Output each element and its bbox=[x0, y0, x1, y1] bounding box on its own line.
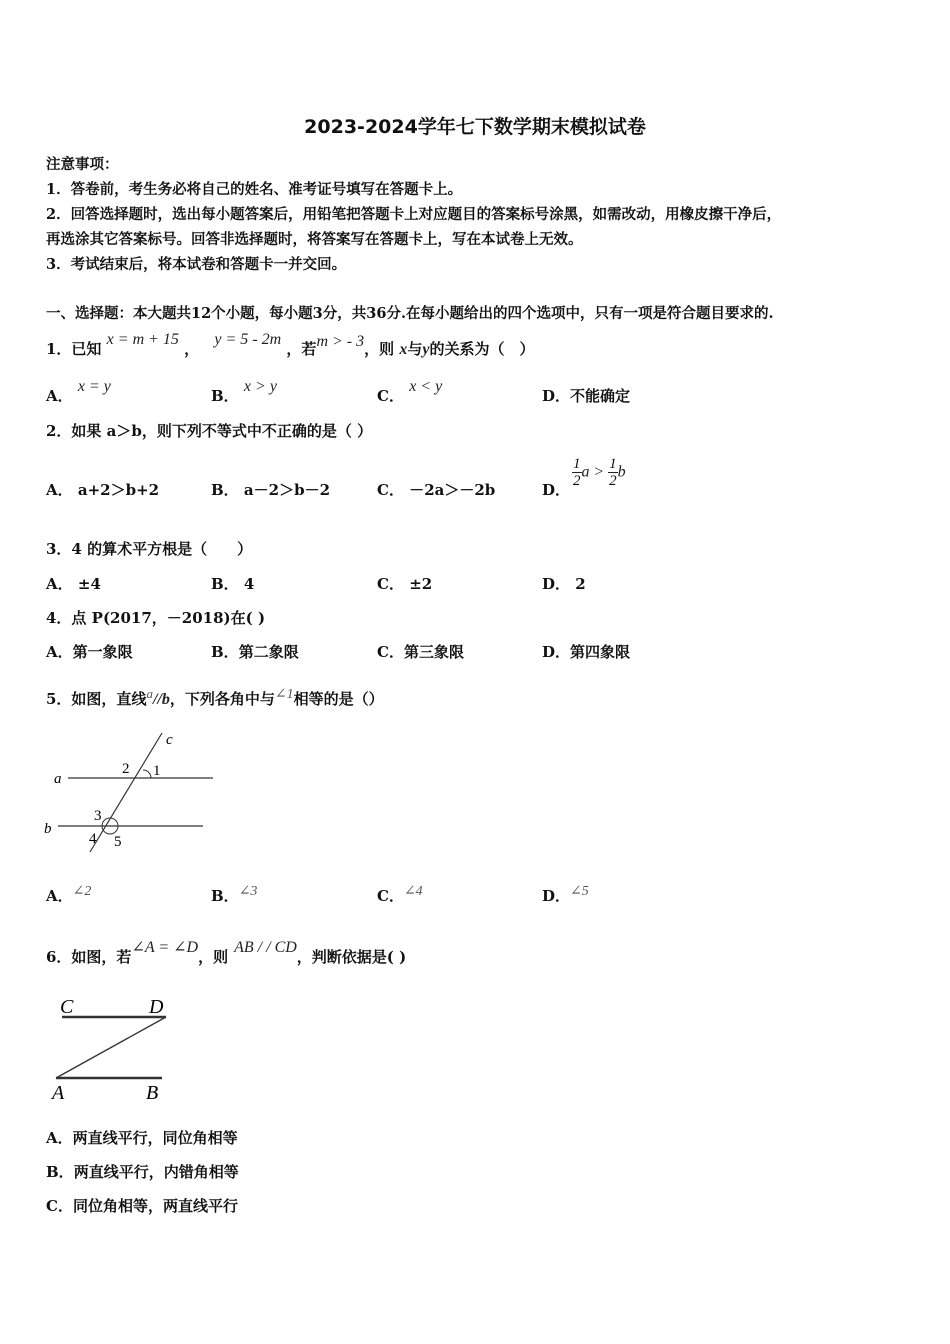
page-title: 2023-2024学年七下数学期末模拟试卷 bbox=[304, 116, 646, 138]
label-a: a bbox=[54, 771, 62, 787]
q1-option-b[interactable]: B． x > y bbox=[211, 378, 277, 405]
q6-option-b[interactable]: B．两直线平行，内错角相等 bbox=[46, 1163, 239, 1181]
q2-option-d-math: $\frac{1}{2}$ a > $\frac{1}{2}$ b bbox=[573, 456, 626, 489]
notice-item: 2．回答选择题时，选出每小题答案后，用铅笔把答题卡上对应题目的答案标号涂黑，如需改动，用橡皮擦干净后， bbox=[46, 206, 782, 223]
q1-prefix: 1．已知 bbox=[46, 340, 102, 358]
notice-item: 1．答卷前，考生务必将自己的姓名、准考证号填写在答题卡上。 bbox=[46, 181, 463, 198]
q3-option-b[interactable]: B． 4 bbox=[211, 575, 255, 593]
fraction: $\frac{1}{2}$ bbox=[609, 456, 617, 489]
q1-option-c-math: x < y bbox=[409, 378, 443, 395]
point-d-label: D bbox=[149, 996, 164, 1018]
q1-sep: ，若 bbox=[286, 340, 317, 358]
q1-condition: m > - 3 bbox=[316, 333, 365, 350]
question-6-stem: 6．如图，若∠A = ∠D，则AB / / CD，判断依据是( ) bbox=[46, 939, 407, 966]
q1-equation-x: x = m + 15 bbox=[106, 331, 179, 348]
segment-ad bbox=[56, 1017, 166, 1078]
q4-option-b[interactable]: B．第二象限 bbox=[211, 643, 299, 661]
point-b-label: B bbox=[146, 1082, 159, 1104]
q1-text: ，则 bbox=[364, 340, 395, 358]
point-c-label: C bbox=[60, 996, 74, 1018]
q1-equation-y: y = 5 - 2m bbox=[214, 331, 282, 348]
q6-option-a[interactable]: A．两直线平行，同位角相等 bbox=[46, 1129, 238, 1147]
q1-option-d[interactable]: D．不能确定 bbox=[542, 387, 631, 405]
q6-conclusion: AB / / CD bbox=[234, 939, 297, 956]
q1-var-x: x bbox=[399, 341, 408, 358]
q3-option-a[interactable]: A． ±4 bbox=[46, 575, 101, 593]
q2-option-c[interactable]: C． －2a＞－2b bbox=[377, 481, 496, 499]
notice-item: 再选涂其它答案标号。回答非选择题时，将答案写在答题卡上，写在本试卷上无效。 bbox=[46, 231, 583, 248]
question-2-stem: 2．如果 a＞b，则下列不等式中不正确的是（ ） bbox=[46, 422, 373, 440]
angle-arc bbox=[143, 770, 151, 778]
q5-angle: ∠1 bbox=[274, 687, 294, 702]
q1-var-y: y bbox=[422, 341, 430, 358]
q4-option-c[interactable]: C．第三象限 bbox=[377, 643, 464, 661]
q5-option-a[interactable]: A．∠2 bbox=[46, 884, 92, 905]
question-3-stem: 3．4 的算术平方根是（ ） bbox=[46, 540, 253, 558]
q5-var-a: a bbox=[146, 686, 153, 701]
point-a-label: A bbox=[52, 1082, 65, 1104]
line-c bbox=[90, 733, 162, 852]
angle-label-2: 2 bbox=[122, 761, 130, 777]
q2-option-d[interactable]: D． bbox=[542, 481, 571, 499]
q6-condition: ∠A = ∠D bbox=[131, 939, 199, 956]
section-heading: 一、选择题：本大题共12个小题，每小题3分，共36分.在每小题给出的四个选项中，只有一项是符合题目要求的. bbox=[46, 305, 774, 322]
notice-heading: 注意事项： bbox=[46, 156, 119, 173]
q6-figure bbox=[46, 992, 186, 1104]
q1-option-b-math: x > y bbox=[243, 378, 277, 395]
label-c: c bbox=[166, 732, 173, 748]
angle-label-4: 4 bbox=[89, 831, 97, 847]
q3-option-c[interactable]: C． ±2 bbox=[377, 575, 433, 593]
angle-label-5: 5 bbox=[114, 834, 122, 850]
q5-option-b[interactable]: B．∠3 bbox=[211, 884, 258, 905]
q5-option-d[interactable]: D．∠5 bbox=[542, 884, 589, 905]
q1-option-a[interactable]: A． x = y bbox=[46, 378, 111, 405]
q4-option-a[interactable]: A．第一象限 bbox=[46, 643, 133, 661]
q5-option-c[interactable]: C．∠4 bbox=[377, 884, 423, 905]
q1-text: 与 bbox=[407, 340, 423, 358]
fraction: $\frac{1}{2}$ bbox=[573, 456, 581, 489]
q2-option-b[interactable]: B． a－2＞b－2 bbox=[211, 481, 331, 499]
angle-label-1: 1 bbox=[153, 763, 161, 779]
q2-option-a[interactable]: A． a+2＞b+2 bbox=[46, 481, 160, 499]
question-1-stem bbox=[46, 331, 535, 359]
notice-item: 3．考试结束后，将本试卷和答题卡一并交回。 bbox=[46, 256, 347, 273]
q1-sep: ， bbox=[184, 340, 200, 358]
q1-text: 的关系为（ ） bbox=[429, 340, 535, 358]
q6-option-c[interactable]: C．同位角相等，两直线平行 bbox=[46, 1197, 238, 1215]
q5-figure-parallel-lines bbox=[40, 728, 230, 858]
q3-option-d[interactable]: D． 2 bbox=[542, 575, 586, 593]
q5-parallel: //b bbox=[152, 691, 170, 708]
angle-label-3: 3 bbox=[94, 808, 102, 824]
q1-option-a-math: x = y bbox=[77, 378, 111, 395]
label-b: b bbox=[44, 821, 52, 837]
q1-option-c[interactable]: C． x < y bbox=[377, 378, 443, 405]
question-5-stem: 5．如图，直线a//b，下列各角中与∠1相等的是（） bbox=[46, 686, 384, 708]
question-4-stem: 4．点 P(2017，－2018)在( ) bbox=[46, 609, 266, 627]
q4-option-d[interactable]: D．第四象限 bbox=[542, 643, 631, 661]
